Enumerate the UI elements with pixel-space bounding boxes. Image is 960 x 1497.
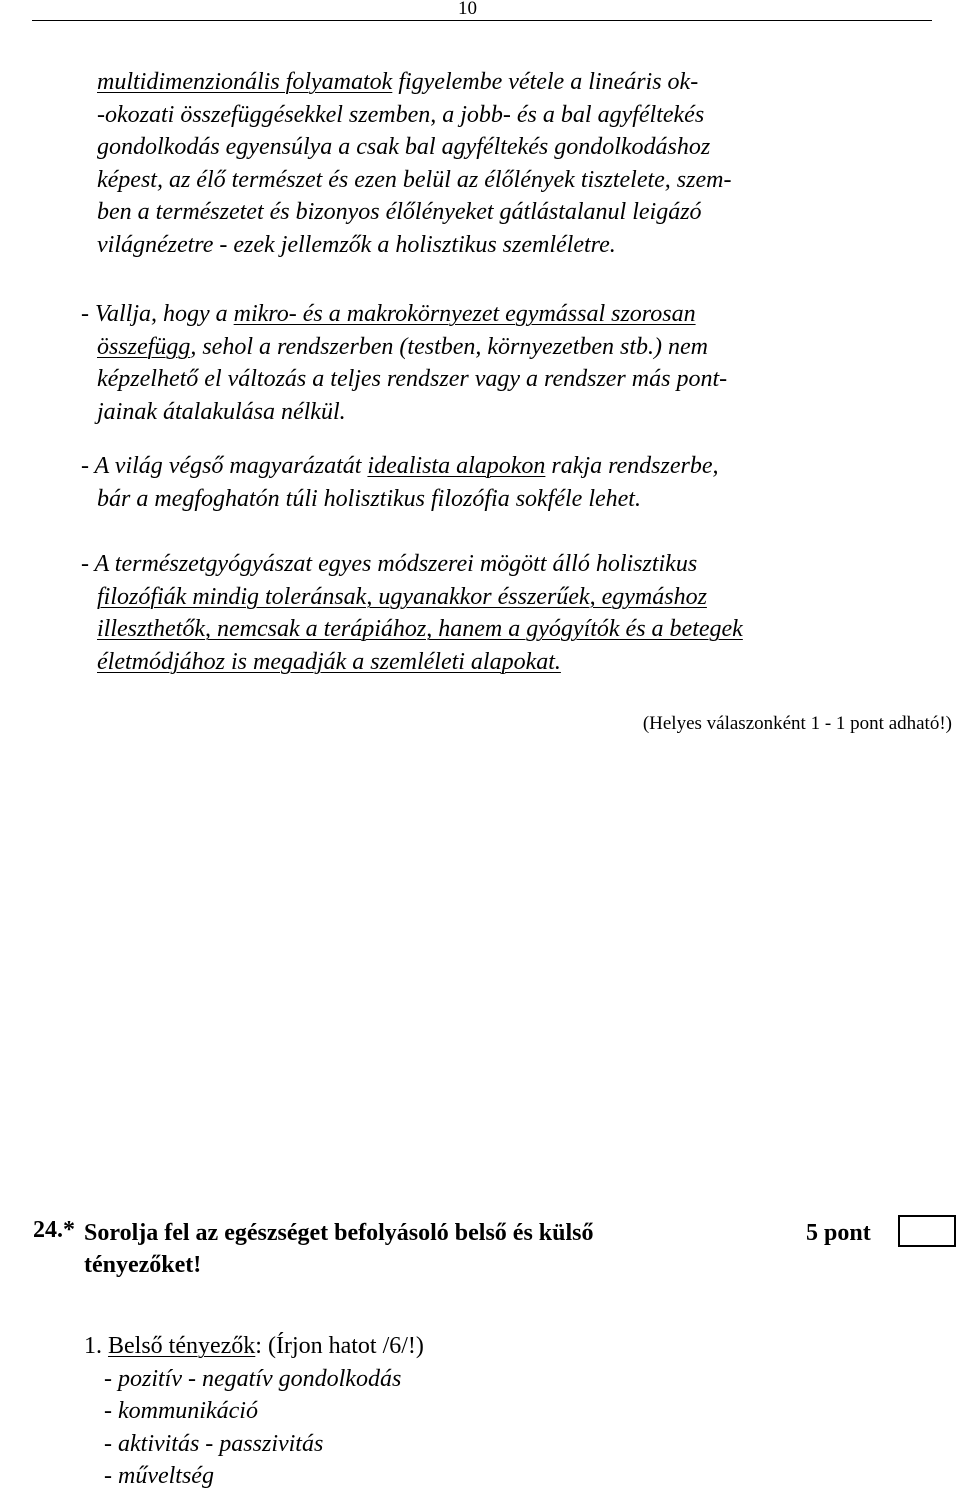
paragraph-micro-macro-environment	[81, 298, 941, 428]
heading-number: 1.	[84, 1333, 108, 1359]
heading-instruction: : (Írjon hatot /6/!)	[255, 1333, 424, 1359]
text-line: gondolkodás egyensúlya a csak bal agyféltekés gondolkodáshoz	[97, 134, 711, 160]
paragraph-naturopathy-philosophies	[81, 548, 941, 678]
text-line: bár a megfoghatón túli holisztikus filozófia sokféle lehet.	[97, 485, 641, 512]
page-number: 10	[458, 0, 477, 19]
answer-item: - pozitív - negatív gondolkodás	[104, 1365, 402, 1392]
text-line: világnézetre - ezek jellemzők a holisztikus szemléletre.	[97, 231, 616, 258]
text-span: rakja rendszerbe,	[545, 453, 719, 479]
question-number: 24.*	[33, 1217, 75, 1243]
question-line: tényezőket!	[84, 1252, 202, 1278]
underlined-phrase: filozófiák mindig toleránsak, ugyanakkor ésszerűek, egymáshoz	[97, 583, 707, 610]
underlined-phrase: idealista alapokon	[367, 453, 546, 479]
header-rule	[32, 20, 932, 21]
paragraph-idealist-basis	[81, 450, 941, 515]
text-line	[81, 298, 941, 331]
question-text	[84, 1217, 594, 1281]
text-line: képest, az élő természet és ezen belül az élőlények tisztelete, szem-	[97, 166, 732, 193]
underlined-phrase: összefügg	[97, 333, 191, 360]
underlined-phrase: életmódjához is megadják a szemléleti alapokat.	[97, 648, 561, 675]
heading-label: Belső tényezők	[108, 1333, 256, 1359]
text-line	[81, 613, 941, 646]
text-line: ben a természetet és bizonyos élőlényeket gátlástalanul leigázó	[97, 199, 702, 225]
question-points: 5 pont	[806, 1220, 871, 1246]
text-span: , sehol a rendszerben (testben, környezetben stb.) nem	[190, 333, 708, 360]
text-span: figyelembe vétele a lineáris ok-	[392, 69, 699, 95]
text-line: jainak átalakulása nélkül.	[97, 398, 346, 425]
question-line: Sorolja fel az egészséget befolyásoló belső és külső	[84, 1220, 594, 1246]
text-span: - Vallja, hogy a	[81, 301, 234, 327]
answer-item: - kommunikáció	[104, 1398, 258, 1424]
answer-heading	[84, 1330, 424, 1363]
text-line	[81, 581, 941, 614]
answer-item: - műveltség	[104, 1463, 214, 1489]
answer-item: - aktivitás - passzivitás	[104, 1430, 324, 1457]
text-line	[81, 450, 941, 483]
answer-section	[84, 1330, 424, 1493]
text-line: képzelhető el változás a teljes rendszer vagy a rendszer más pont-	[97, 366, 728, 392]
paragraph-holistic-worldview	[97, 66, 957, 261]
underlined-phrase: multidimenzionális folyamatok	[97, 69, 393, 95]
underlined-phrase: mikro- és a makrokörnyezet egymással szorosan	[233, 301, 696, 327]
text-line	[81, 331, 941, 364]
text-line: -okozati összefüggésekkel szemben, a jobb- és a bal agyféltekés	[97, 101, 705, 128]
scoring-note: (Helyes válaszonként 1 - 1 pont adható!)	[642, 713, 952, 734]
score-box[interactable]	[898, 1215, 956, 1247]
underlined-phrase: illeszthetők, nemcsak a terápiához, hanem a gyógyítók és a betegek	[97, 616, 743, 642]
text-line: - A természetgyógyászat egyes módszerei mögött álló holisztikus	[81, 551, 698, 577]
text-line	[81, 646, 941, 679]
text-line	[97, 66, 957, 99]
text-span: - A világ végső magyarázatát	[81, 453, 368, 479]
